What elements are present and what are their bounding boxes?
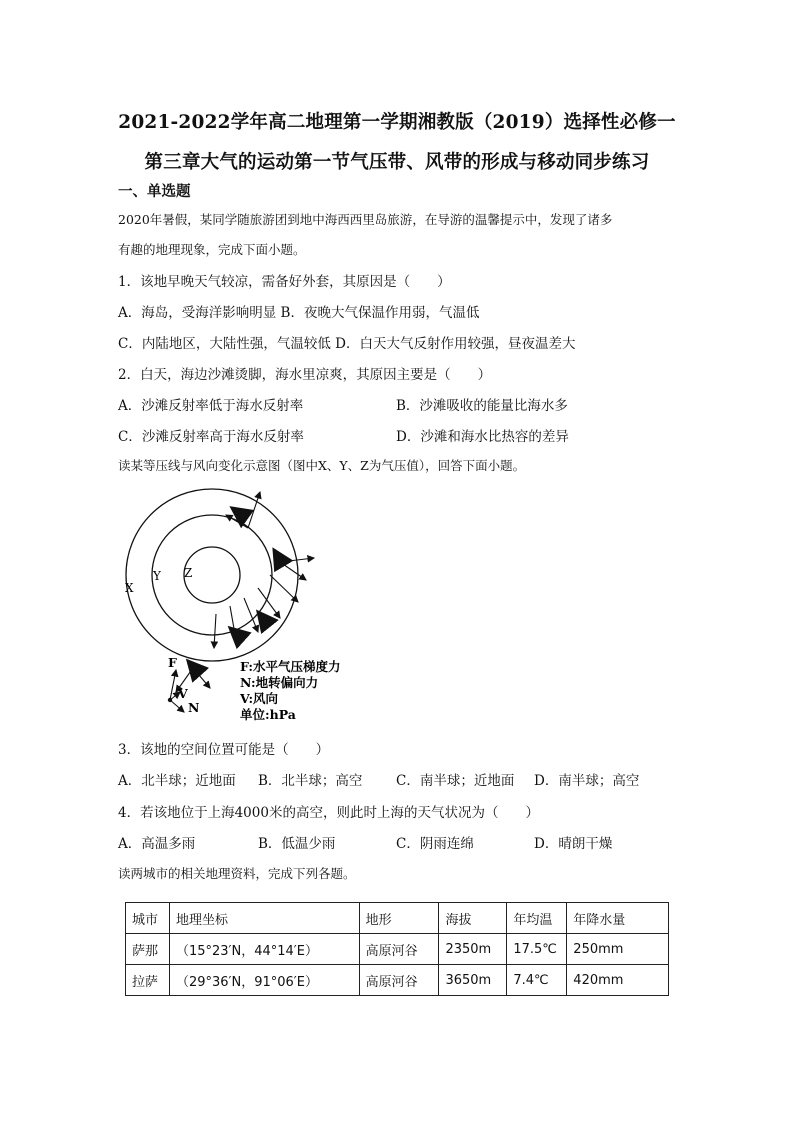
table-cell: 3650m: [439, 965, 507, 996]
q2-option-d: D．沙滩和海水比热容的差异: [396, 429, 569, 445]
table-header-row: [126, 903, 669, 934]
intro-1-line-b: 有趣的地理现象，完成下面小题。: [118, 242, 306, 257]
q2-option-b: B．沙滩吸收的能量比海水多: [396, 398, 568, 414]
table-row: [126, 934, 669, 965]
table-cell: 7.4℃: [507, 965, 567, 996]
q3-option-c: C．南半球；近地面: [396, 773, 515, 789]
q3-option-d: D．南半球；高空: [534, 773, 640, 789]
table-header: 年均温: [507, 903, 567, 934]
label-z: Z: [184, 566, 193, 580]
table-cell: 萨那: [126, 934, 170, 965]
isobar-wind-diagram: [118, 480, 368, 725]
intro-2: 读某等压线与风向变化示意图（图中X、Y、Z为气压值），回答下面小题。: [118, 458, 526, 473]
q3-stem: 3．该地的空间位置可能是（ ）: [118, 742, 330, 758]
intro-1-line-a: 2020年暑假，某同学随旅游团到地中海西西里岛旅游，在导游的温馨提示中，发现了诸多: [118, 212, 613, 227]
table-header: 地形: [359, 903, 439, 934]
isobar-z: [184, 547, 240, 603]
q1-options-ab: A．海岛，受海洋影响明显 B．夜晚大气保温作用弱，气温低: [118, 305, 480, 321]
city-data-table: [125, 902, 669, 996]
title-line-1: 2021-2022学年高二地理第一学期湘教版（2019）选择性必修一: [118, 112, 676, 133]
table-header: 城市: [126, 903, 170, 934]
label-y: Y: [153, 569, 161, 583]
table-cell: 2350m: [439, 934, 507, 965]
q4-option-a: A．高温多雨: [118, 836, 196, 852]
table-cell: 250mm: [567, 934, 669, 965]
key-n: N: [188, 700, 200, 715]
q4-option-b: B．低温少雨: [258, 836, 336, 852]
q2-option-a: A．沙滩反射率低于海水反射率: [118, 398, 304, 414]
table-cell: 高原河谷: [359, 934, 439, 965]
q1-stem: 1．该地早晚天气较凉，需备好外套，其原因是（ ）: [118, 274, 451, 290]
table-cell: 420mm: [567, 965, 669, 996]
table-cell: 17.5℃: [507, 934, 567, 965]
legend-v: V:风向: [240, 691, 279, 706]
q3-option-b: B．北半球；高空: [258, 773, 363, 789]
title-line-2: 第三章大气的运动第一节气压带、风带的形成与移动同步练习: [144, 152, 650, 173]
table-header: 年降水量: [567, 903, 669, 934]
table-cell: 拉萨: [126, 965, 170, 996]
table-header: 地理坐标: [169, 903, 359, 934]
table-cell: 高原河谷: [359, 965, 439, 996]
q4-option-d: D．晴朗干燥: [534, 836, 613, 852]
q4-stem: 4．若该地位于上海4000米的高空，则此时上海的天气状况为（ ）: [118, 805, 539, 821]
q3-option-a: A．北半球；近地面: [118, 773, 236, 789]
q4-option-c: C．阴雨连绵: [396, 836, 474, 852]
table-cell: （15°23′N，44°14′E）: [169, 934, 359, 965]
q2-option-c: C．沙滩反射率高于海水反射率: [118, 429, 304, 445]
isobar-y: [152, 515, 272, 635]
legend-n: N:地转偏向力: [240, 675, 319, 690]
table-cell: （29°36′N，91°06′E）: [169, 965, 359, 996]
legend-unit: 单位:hPa: [240, 707, 296, 722]
table-row: [126, 965, 669, 996]
intro-3: 读两城市的相关地理资料，完成下列各题。: [118, 866, 356, 881]
q2-stem: 2．白天，海边沙滩烫脚，海水里凉爽，其原因主要是（ ）: [118, 367, 492, 383]
section-heading: 一、单选题: [118, 183, 191, 200]
key-v: V: [178, 686, 188, 701]
table-header: 海拔: [439, 903, 507, 934]
legend-f: F:水平气压梯度力: [240, 659, 341, 674]
key-f: F: [168, 655, 177, 670]
q1-options-cd: C．内陆地区，大陆性强，气温较低 D．白天大气反射作用较强，昼夜温差大: [118, 336, 576, 352]
label-x: X: [125, 581, 134, 595]
